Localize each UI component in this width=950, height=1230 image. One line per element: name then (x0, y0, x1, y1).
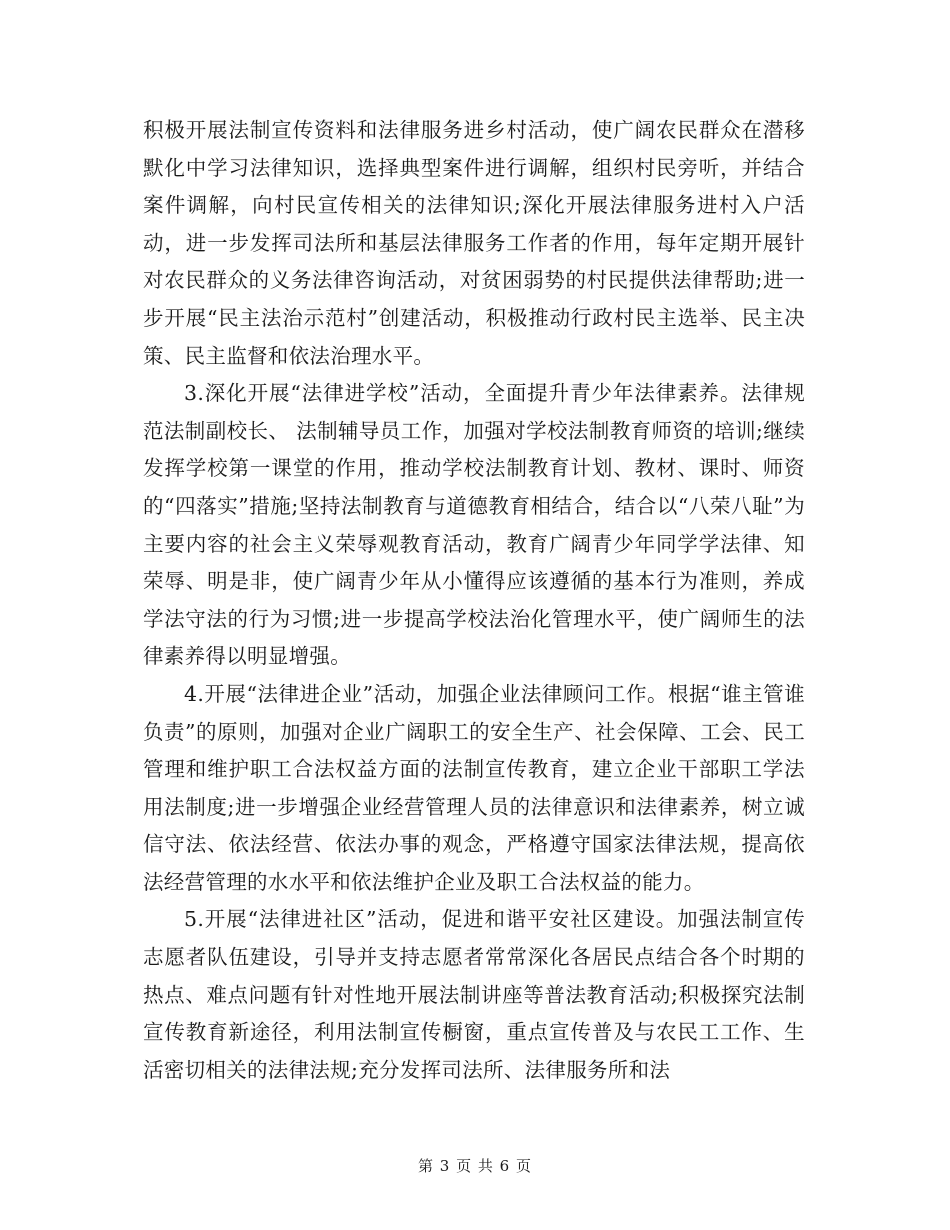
footer-suffix: 页 (516, 1157, 533, 1175)
paragraph-1: 积极开展法制宣传资料和法律服务进乡村活动，使广阔农民群众在潜移默化中学习法律知识，选择典型案件进行调解，组织村民旁听，并结合案件调解，向村民宣传相关的法律知识;深化开展法律服务进村入户活动，进一步发挥司法所和基层法律服务工作者的作用，每年定期开展针对农民群众的义务法律咨询活动，对贫困弱势的村民提供法律帮助;进一步开展“民主法治示范村”创建活动，积极推动行政村民主选举、民主决策、民主监督和依法治理水平。 (143, 118, 805, 368)
footer-current-page: 3 (439, 1157, 451, 1175)
paragraph-4: 5.开展“法律进社区”活动，促进和谐平安社区建设。加强法制宣传志愿者队伍建设，引导并支持志愿者常常深化各居民点结合各个时期的热点、难点问题有针对性地开展法制讲座等普法教育活动;积极探究法制宣传教育新途径，利用法制宣传橱窗，重点宣传普及与农民工工作、生活密切相关的法律法规;充分发挥司法所、法律服务所和法 (143, 907, 805, 1082)
paragraph-3: 4.开展“法律进企业”活动，加强企业法律顾问工作。根据“谁主管谁负责”的原则，加强对企业广阔职工的安全生产、社会保障、工会、民工管理和维护职工合法权益方面的法制宣传教育，建立企业干部职工学法用法制度;进一步增强企业经营管理人员的法律意识和法律素养，树立诚信守法、依法经营、依法办事的观念，严格遵守国家法律法规，提高依法经营管理的水水平和依法维护企业及职工合法权益的能力。 (143, 681, 805, 894)
footer-total-pages: 6 (499, 1157, 511, 1175)
paragraph-2: 3.深化开展“法律进学校”活动，全面提升青少年法律素养。法律规范法制副校长、 法制辅导员工作，加强对学校法制教育师资的培训;继续发挥学校第一课堂的作用，推动学校法制教育计划、教材、课时、师资的“四落实”措施;坚持法制教育与道德教育相结合，结合以“八荣八耻”为主要内容的社会主义荣辱观教育活动，教育广阔青少年同学学法律、知荣辱、明是非，使广阔青少年从小懂得应该遵循的基本行为准则，养成学法守法的行为习惯;进一步提高学校法治化管理水平，使广阔师生的法律素养得以明显增强。 (143, 381, 805, 669)
footer-middle: 页 共 (456, 1157, 494, 1175)
document-body (143, 112, 805, 1089)
footer-prefix: 第 (417, 1157, 434, 1175)
page-footer (0, 1155, 950, 1176)
